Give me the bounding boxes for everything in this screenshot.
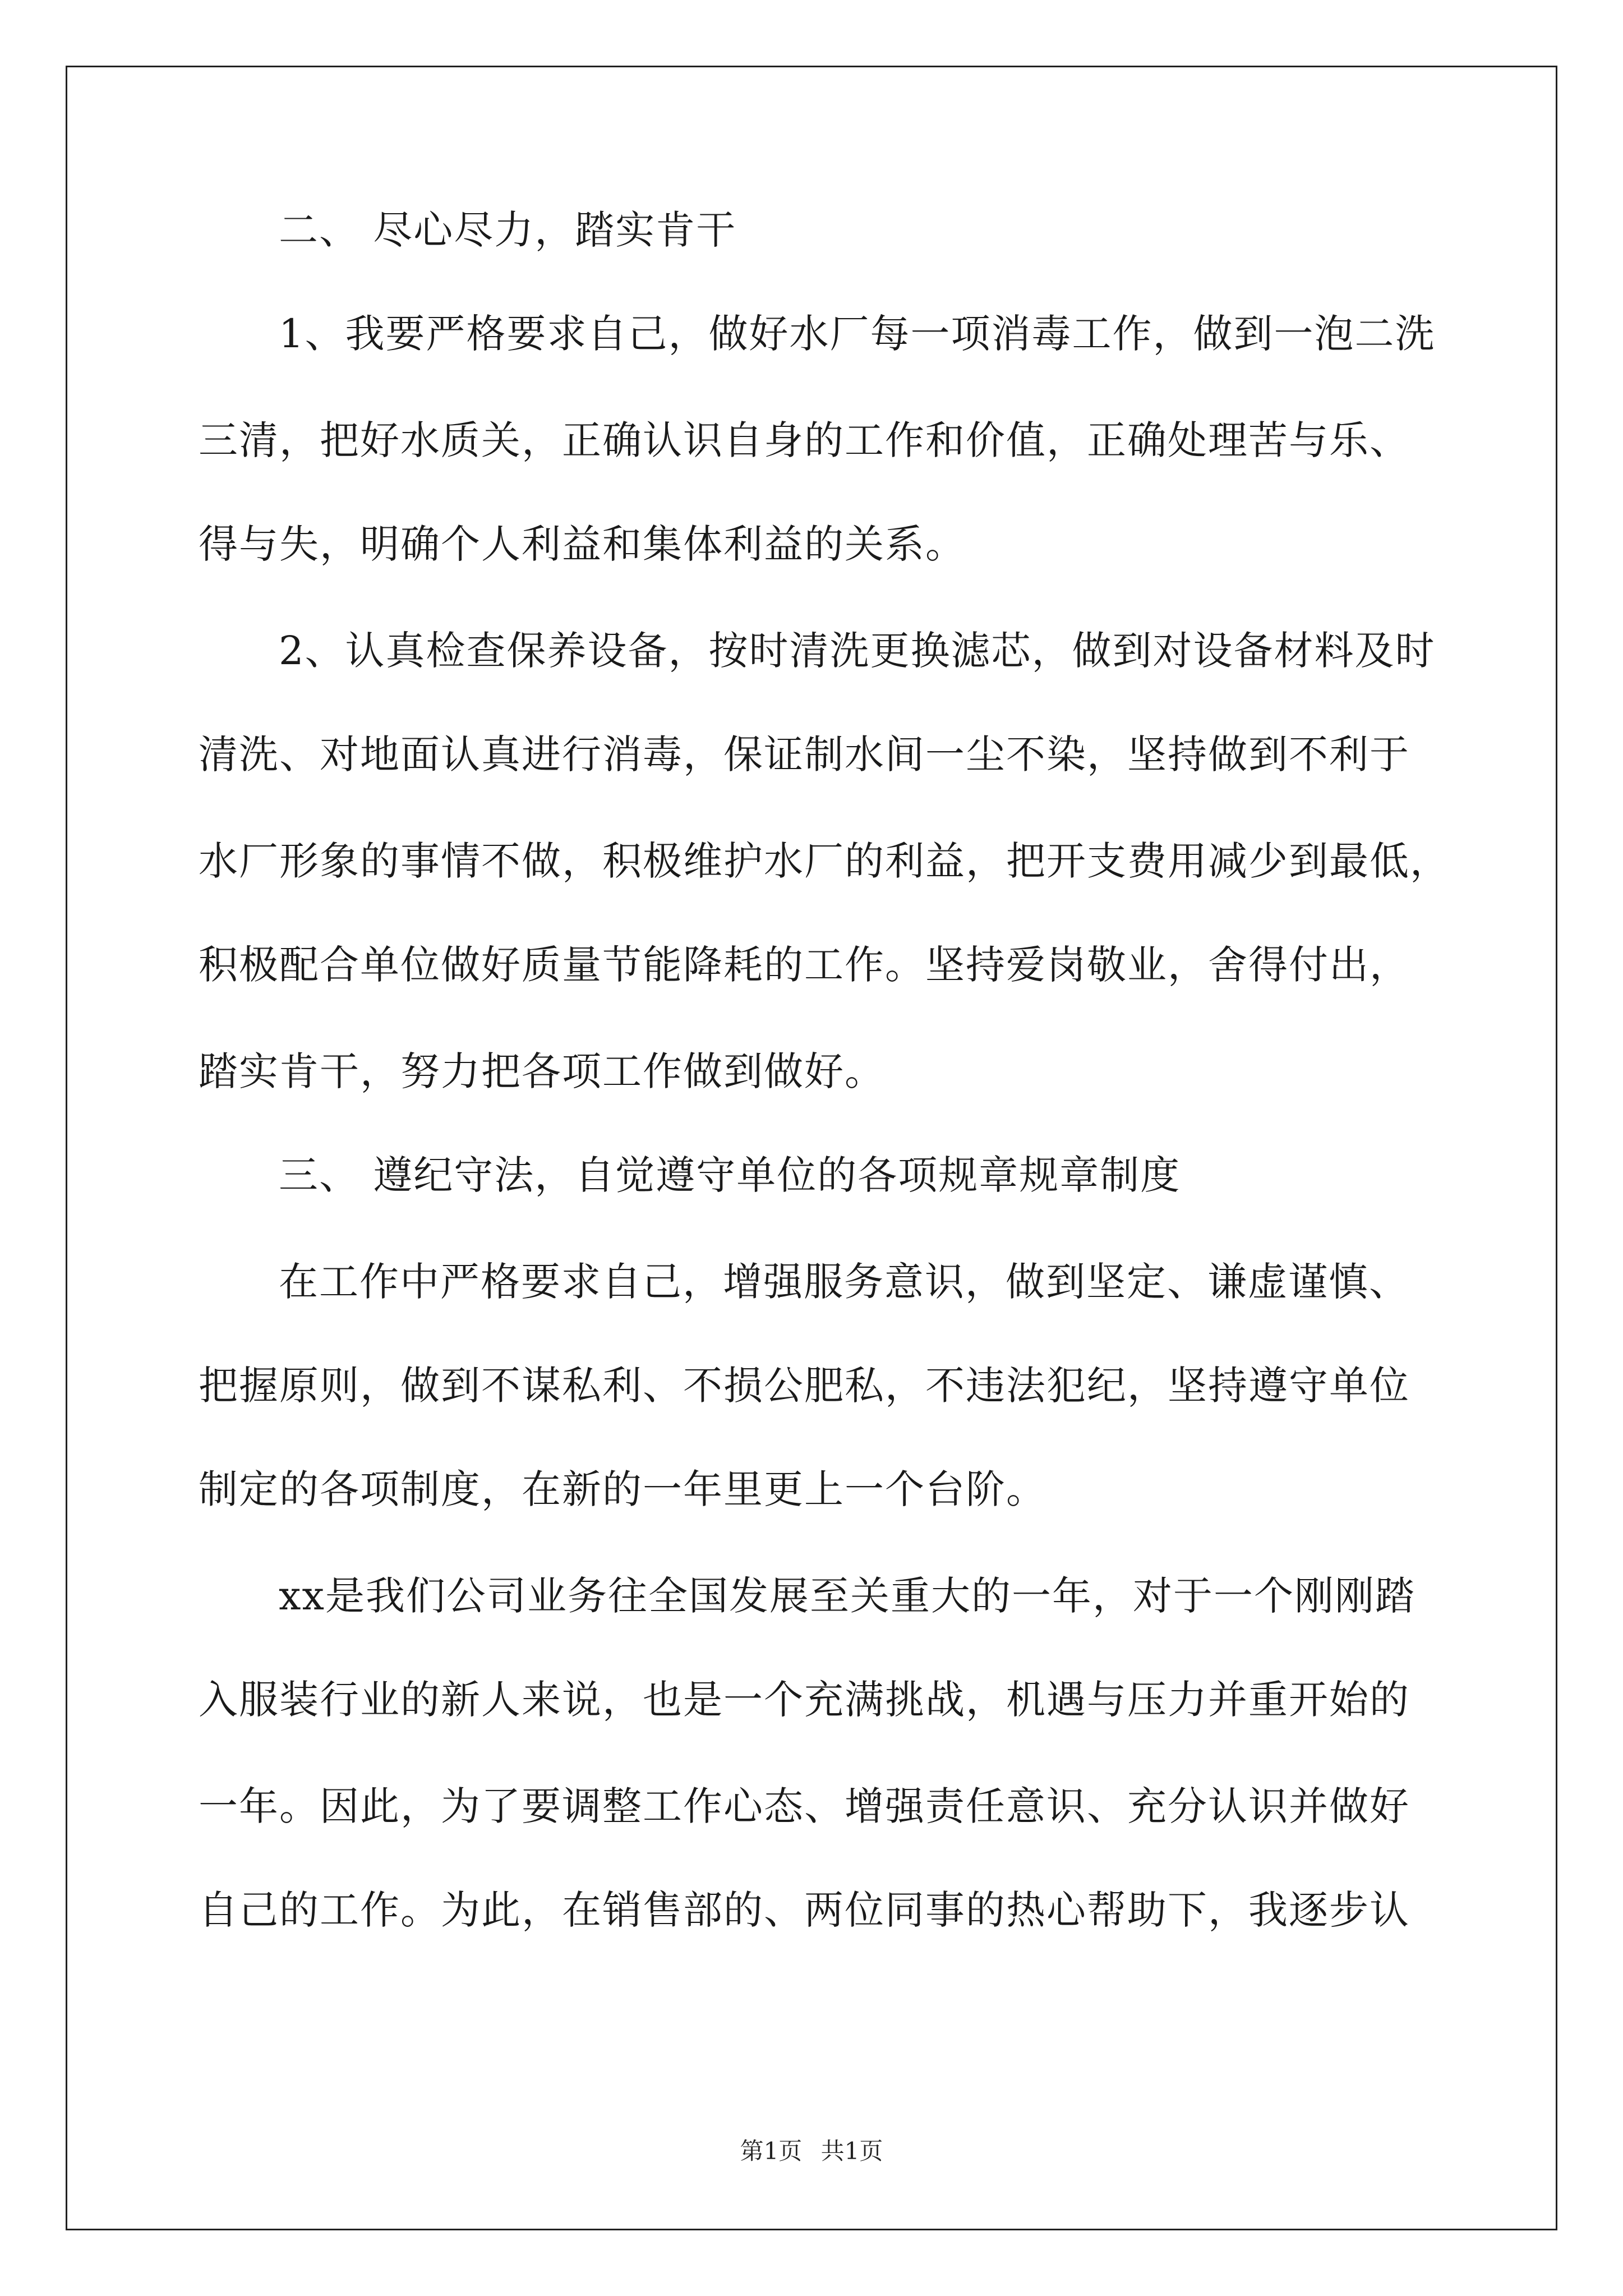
paragraph-line: xx是我们公司业务往全国发展至关重大的一年，对于一个刚刚踏 xyxy=(279,1573,1415,1619)
page-number-current: 第1页 xyxy=(740,2137,803,2165)
paragraph-line: 入服装行业的新人来说，也是一个充满挑战，机遇与压力并重开始的 xyxy=(199,1677,1410,1723)
page-footer xyxy=(0,2137,1623,2165)
paragraph-line: 三清，把好水质关，正确认识自身的工作和价值，正确处理苦与乐、 xyxy=(199,417,1410,463)
paragraph-line: 2、认真检查保养设备，按时清洗更换滤芯，做到对设备材料及时 xyxy=(279,628,1436,674)
paragraph-line: 1、我要严格要求自己，做好水厂每一项消毒工作，做到一泡二洗 xyxy=(279,311,1436,357)
paragraph-line: 积极配合单位做好质量节能降耗的工作。坚持爱岗敬业，舍得付出， xyxy=(199,942,1410,988)
page-number-total: 共1页 xyxy=(820,2137,883,2165)
heading-section-2: 二、 尽心尽力，踏实肯干 xyxy=(279,207,737,253)
paragraph-line: 得与失，明确个人利益和集体利益的关系。 xyxy=(199,521,966,567)
paragraph-line: 水厂形象的事情不做，积极维护水厂的利益，把开支费用减少到最低， xyxy=(199,838,1450,884)
heading-section-3: 三、 遵纪守法，自觉遵守单位的各项规章规章制度 xyxy=(279,1152,1181,1198)
paragraph-line: 在工作中严格要求自己，增强服务意识，做到坚定、谦虚谨慎、 xyxy=(279,1259,1409,1305)
paragraph-line: 一年。因此，为了要调整工作心态、增强责任意识、充分认识并做好 xyxy=(199,1783,1410,1829)
paragraph-line: 清洗、对地面认真进行消毒，保证制水间一尘不染，坚持做到不利于 xyxy=(199,731,1410,777)
paragraph-line: 自己的工作。为此，在销售部的、两位同事的热心帮助下，我逐步认 xyxy=(199,1887,1410,1933)
paragraph-line: 踏实肯干，努力把各项工作做到做好。 xyxy=(199,1048,885,1094)
paragraph-line: 制定的各项制度，在新的一年里更上一个台阶。 xyxy=(199,1466,1046,1512)
paragraph-line: 把握原则，做到不谋私利、不损公肥私，不违法犯纪，坚持遵守单位 xyxy=(199,1363,1410,1409)
